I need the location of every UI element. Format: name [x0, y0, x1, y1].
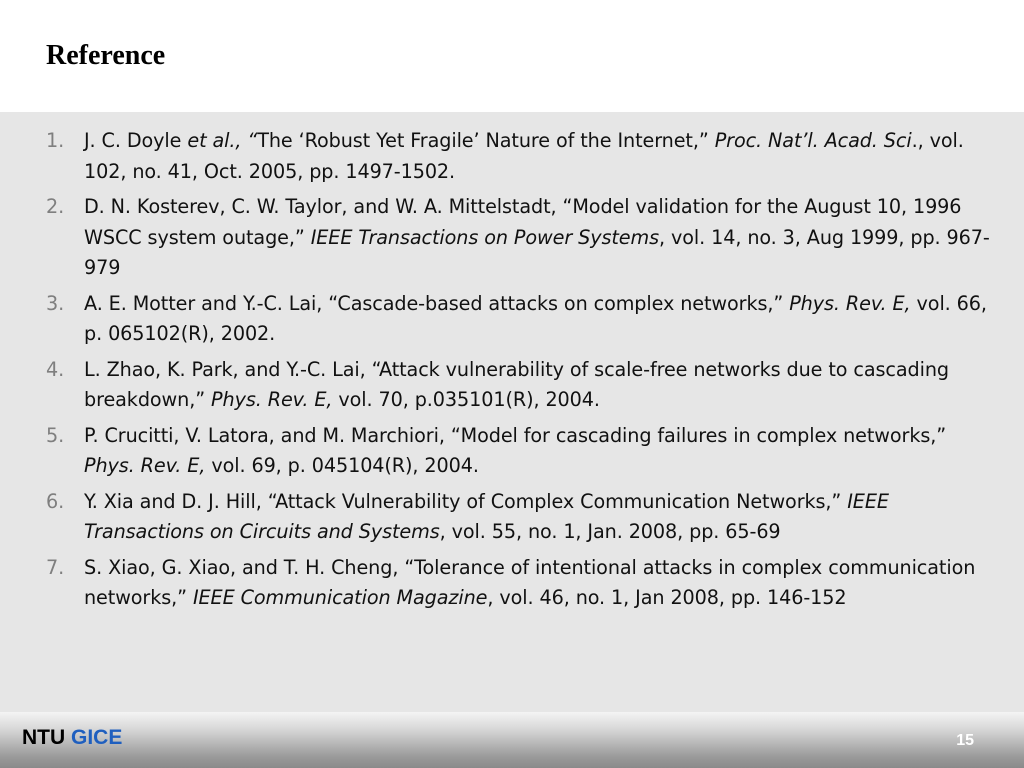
reference-italic-segment: Phys. Rev. E, — [84, 454, 206, 477]
footer-bar — [0, 712, 1024, 768]
reference-item — [46, 553, 996, 614]
reference-item — [46, 487, 996, 548]
reference-number: 3. — [46, 291, 65, 315]
reference-number: 1. — [46, 129, 65, 152]
reference-segment: vol. 66, p. 065102(R), 2002. — [84, 291, 987, 345]
reference-text — [84, 424, 946, 478]
reference-segment: L. Zhao, K. Park, and Y.-C. Lai, “Attack vulnerability of scale-free networks due to cascading breakdown,” — [84, 357, 949, 411]
reference-segment: , vol. 55, no. 1, Jan. 2008, pp. 65-69 — [439, 520, 781, 543]
reference-segment: A. E. Motter and Y.-C. Lai, “Cascade-based attacks on complex networks,” — [84, 291, 790, 315]
reference-italic-segment: Phys. Rev. E, — [211, 388, 333, 411]
reference-text — [84, 195, 990, 279]
reference-item — [46, 421, 996, 482]
reference-segment: vol. 69, p. 045104(R), 2004. — [205, 454, 479, 477]
slide-content — [0, 112, 1024, 712]
footer-logo-ntu: NTU — [22, 726, 66, 749]
reference-item — [46, 355, 996, 416]
reference-segment: J. C. Doyle — [84, 129, 188, 152]
reference-text — [84, 490, 889, 544]
reference-italic-segment: IEEE Communication Magazine — [192, 586, 488, 609]
reference-italic-segment: IEEE Transactions on Power Systems — [310, 225, 659, 249]
reference-segment: P. Crucitti, V. Latora, and M. Marchiori, “Model for cascading failures in complex networks,” — [84, 423, 947, 447]
reference-text — [84, 358, 949, 412]
reference-item — [46, 289, 996, 350]
reference-italic-segment: et al., “ — [187, 129, 258, 152]
reference-item — [46, 126, 996, 187]
reference-segment: , vol. 46, no. 1, Jan 2008, pp. 146-152 — [487, 586, 847, 609]
reference-segment: D. N. Kosterev, C. W. Taylor, and W. A. Mittelstadt, “Model validation for the August 10, 1996 WSCC system outage,” — [84, 195, 962, 249]
reference-item — [46, 192, 996, 284]
page-number: 15 — [956, 732, 974, 749]
footer-logo-gice: GICE — [71, 726, 123, 749]
title-bar — [0, 0, 1024, 112]
reference-segment: , vol. 14, no. 3, Aug 1999, pp. 967-979 — [84, 225, 990, 279]
reference-italic-segment: IEEE Transactions on Circuits and Systems — [84, 489, 889, 543]
reference-italic-segment: Phys. Rev. E, — [789, 291, 911, 315]
reference-list — [46, 126, 996, 619]
reference-italic-segment: Proc. Nat’l. Acad. Sci — [714, 129, 912, 152]
reference-number: 5. — [46, 423, 65, 447]
reference-number: 7. — [46, 555, 65, 579]
reference-segment: The ‘Robust Yet Fragile’ Nature of the Internet,” — [257, 129, 715, 152]
reference-segment: ., vol. 102, no. 41, Oct. 2005, pp. 1497-1502. — [84, 129, 964, 183]
slide-title: Reference — [46, 40, 166, 71]
reference-text — [84, 292, 987, 346]
reference-number: 2. — [46, 195, 65, 218]
reference-segment: vol. 70, p.035101(R), 2004. — [332, 388, 600, 411]
reference-segment: Y. Xia and D. J. Hill, “Attack Vulnerability of Complex Communication Networks,” — [84, 489, 848, 513]
reference-segment: S. Xiao, G. Xiao, and T. H. Cheng, “Tolerance of intentional attacks in complex communication networks,” — [84, 555, 976, 609]
reference-text — [84, 556, 975, 610]
reference-number: 6. — [46, 489, 65, 513]
reference-text — [84, 129, 964, 183]
footer-logo — [22, 726, 122, 750]
reference-number: 4. — [46, 357, 65, 381]
